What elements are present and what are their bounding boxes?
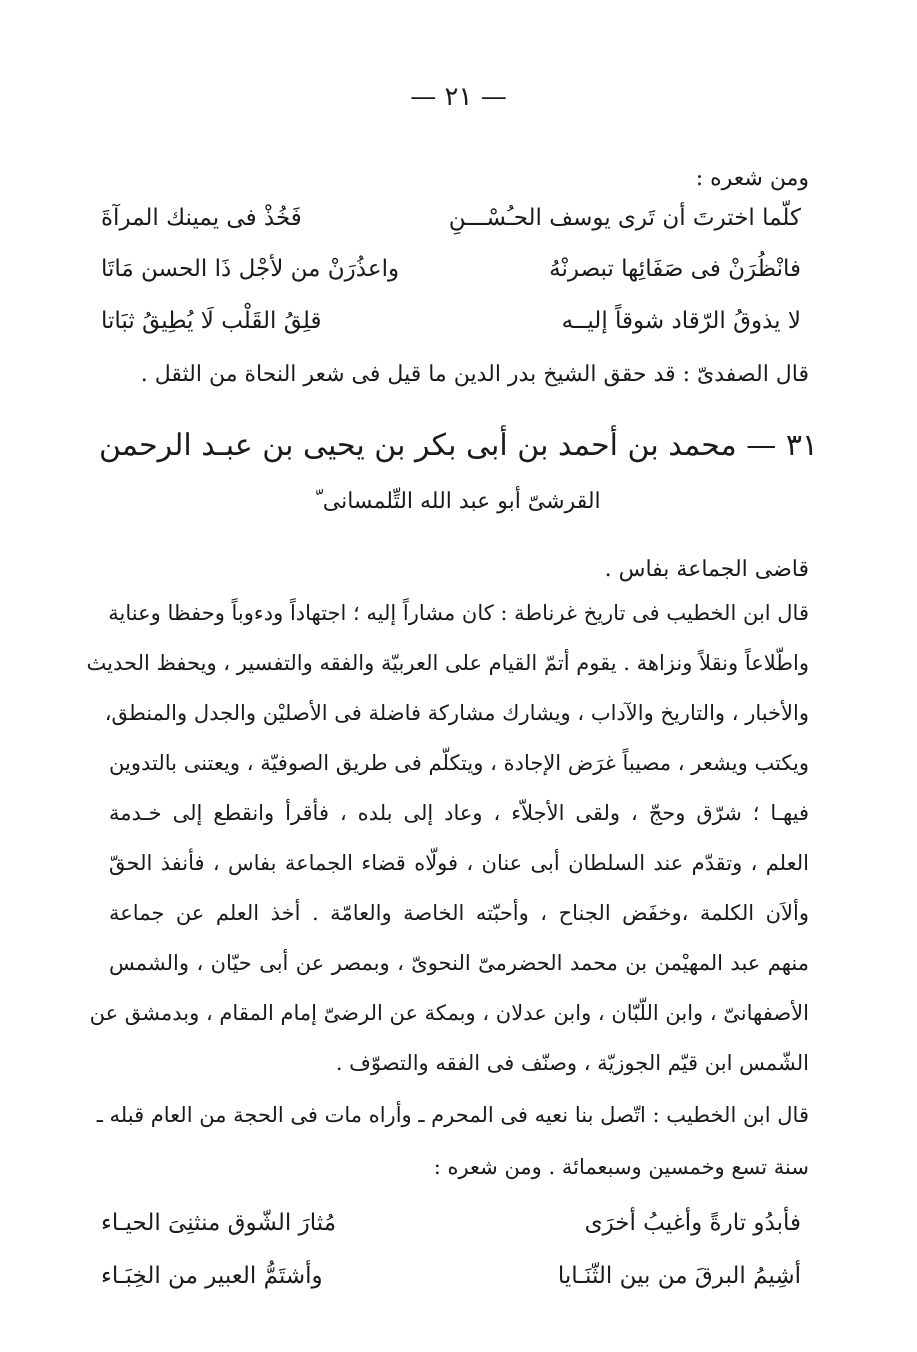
verse-hemistich-second: فَخُذْ فى يمينك المرآةَ bbox=[101, 205, 302, 231]
paragraph-line: واطّلاعاً ونقلاً ونزاهة . يقوم أتمّ القيام على العربيّة والفقه والتفسير ، ويحفظ الحديث bbox=[86, 651, 809, 675]
verse-hemistich-first: فأبدُو تارةً وأغيبُ أخرَى bbox=[584, 1210, 801, 1236]
verse-hemistich-first: فانْظُرَنْ فى صَفَائِها تبصرنْهُ bbox=[549, 256, 801, 282]
paragraph-line: ويكتب ويشعر ، مصيباً غرَض الإجادة ، ويتكلّم فى طريق الصوفيّة ، ويعتنى بالتدوين bbox=[109, 751, 809, 775]
verse-hemistich-first: أشِيمُ البرقَ من بين الثّنَـايا bbox=[557, 1263, 801, 1289]
paragraph-line: منهم عبد المهيْمن بن محمد الحضرمىّ النحوىّ ، وبمصر عن أبى حيّان ، والشمس bbox=[109, 951, 809, 975]
entry-subtitle: القرشىّ أبو عبد الله التِّلمسانى ّ bbox=[316, 489, 601, 514]
entry-title: ٣١ — محمد بن أحمد بن أبى بكر بن يحيى بن عبـد الرحمن bbox=[98, 428, 819, 463]
intro-verse bbox=[101, 303, 801, 339]
verse-hemistich-first: لا يذوقُ الرّقاد شوقاً إليــه bbox=[561, 308, 801, 334]
paragraph-line: سنة تسع وخمسين وسبعمائة . ومن شعره : bbox=[433, 1155, 809, 1179]
paragraph-line: قال ابن الخطيب : اتّصل بنا نعيه فى المحرم ـ وأراه مات فى الحجة من العام قبله ـ bbox=[96, 1103, 809, 1127]
paragraph-line: العلم ، وتقدّم عند السلطان أبى عنان ، فولّاه قضاء الجماعة بفاس ، فأنفذ الحقّ bbox=[109, 851, 809, 875]
closing-verse bbox=[101, 1258, 801, 1294]
safadi-note: قال الصفدىّ : قد حقق الشيخ بدر الدين ما قيل فى شعر النحاة من الثقل . bbox=[140, 362, 809, 387]
verse-hemistich-first: كلّما اخترتَ أن تَرى يوسف الحـُسْـــنِ bbox=[448, 205, 801, 231]
entry-role: قاضى الجماعة بفاس . bbox=[604, 557, 809, 582]
verse-hemistich-second: واعذُرَنْ من لأجْل ذَا الحسن مَاتَا bbox=[101, 256, 400, 282]
verse-hemistich-second: وأشتَمُّ العبير من الخِبَـاء bbox=[101, 1263, 323, 1289]
paragraph-line: فيهـا ؛ شرّق وحجّ ، ولقى الأجلاّء ، وعاد إلى بلده ، فأقرأ وانقطع إلى خـدمة bbox=[109, 801, 809, 825]
verse-hemistich-second: قلِقُ القَلْب لَا يُطِيقُ ثبَاتا bbox=[101, 308, 322, 334]
intro-verse bbox=[101, 200, 801, 236]
closing-verse bbox=[101, 1205, 801, 1241]
intro-poem-heading: ومن شعره : bbox=[695, 166, 809, 191]
paragraph-line: والأخبار ، والتاريخ والآداب ، ويشارك مشاركة فاضلة فى الأصليْن والجدل والمنطق، bbox=[104, 701, 809, 725]
verse-hemistich-second: مُثارَ الشّوق منثنِىَ الحيـاء bbox=[101, 1210, 337, 1236]
paragraph-line: وألاَن الكلمة ،وخفَض الجناح ، وأحبّته الخاصة والعامّة . أخذ العلم عن جماعة bbox=[109, 901, 809, 925]
paragraph-line: الشّمس ابن قيّم الجوزيّة ، وصنّف فى الفقه والتصوّف . bbox=[335, 1051, 809, 1075]
intro-verse bbox=[101, 251, 801, 287]
paragraph-line: قال ابن الخطيب فى تاريخ غرناطة : كان مشاراً إليه ؛ اجتهاداً ودءوباً وحفظا وعناية bbox=[108, 601, 809, 625]
paragraph-line: الأصفهانىّ ، وابن اللّبّان ، وابن عدلان ، وبمكة عن الرضىّ إمام المقام ، وبدمشق عن bbox=[89, 1001, 809, 1025]
page-number: — ٢١ — bbox=[410, 82, 507, 112]
